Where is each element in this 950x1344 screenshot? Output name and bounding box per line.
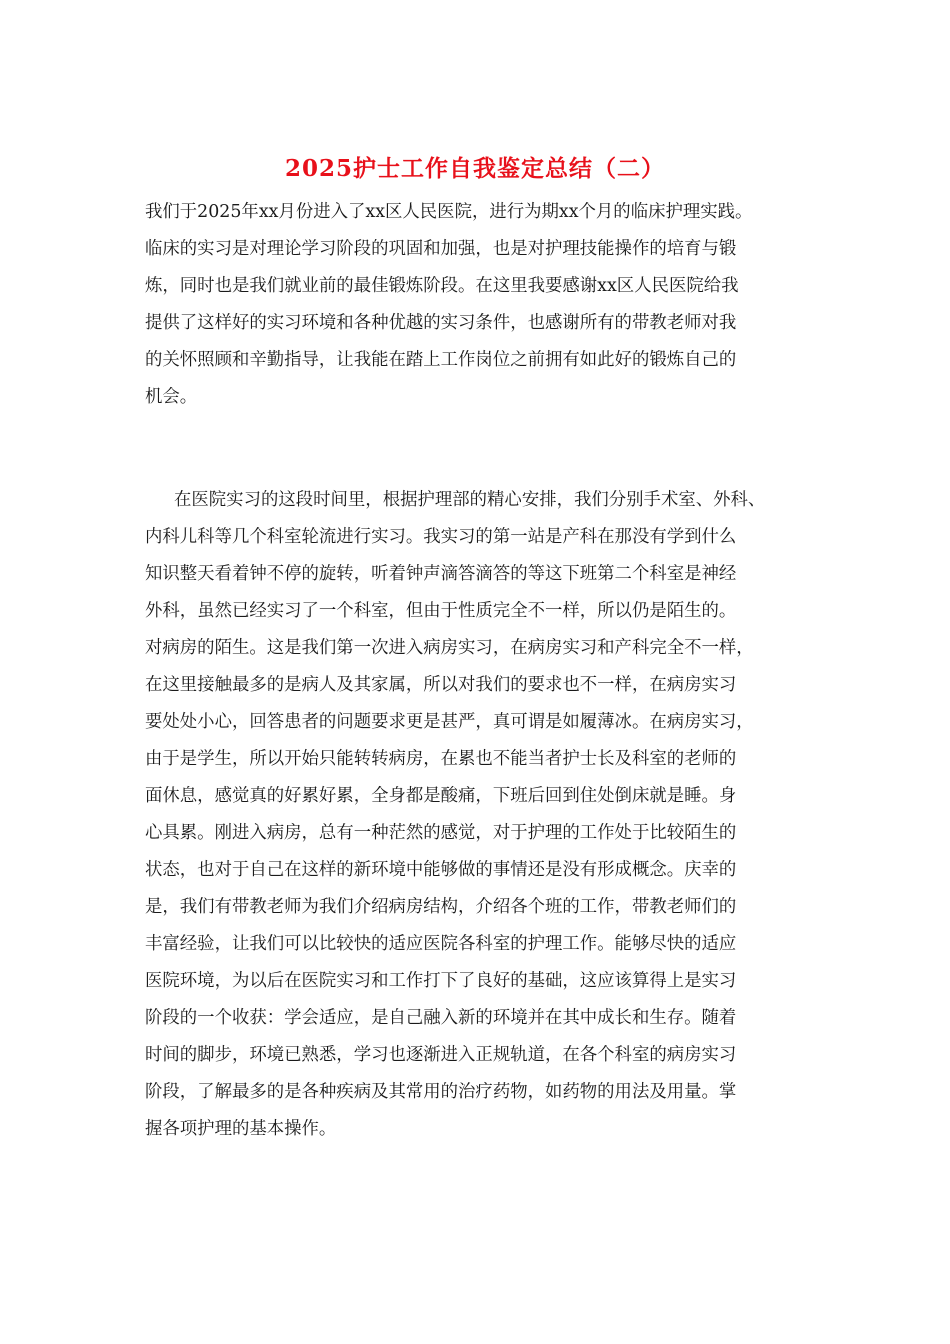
paragraph-2-line: 时间的脚步，环境已熟悉，学习也逐渐进入正规轨道，在各个科室的病房实习 [145,1045,737,1065]
paragraph-1-line: 临床的实习是对理论学习阶段的巩固和加强，也是对护理技能操作的培育与锻 [145,239,737,259]
paragraph-2 [145,482,765,1148]
paragraph-2-line: 由于是学生，所以开始只能转转病房，在累也不能当者护士长及科室的老师的 [145,749,737,769]
paragraph-2-line: 心具累。刚进入病房，总有一种茫然的感觉，对于护理的工作处于比较陌生的 [145,823,737,843]
paragraph-2-line: 阶段的一个收获：学会适应，是自己融入新的环境并在其中成长和生存。随着 [145,1008,737,1028]
document-title: 2025护士工作自我鉴定总结（二） [284,155,665,182]
paragraph-2-line: 知识整天看着钟不停的旋转，听着钟声滴答滴答的等这下班第二个科室是神经 [145,564,737,584]
paragraph-1-line: 提供了这样好的实习环境和各种优越的实习条件，也感谢所有的带教老师对我 [145,313,737,333]
paragraph-2-line: 在这里接触最多的是病人及其家属，所以对我们的要求也不一样，在病房实习 [145,675,737,695]
paragraph-2-line: 医院环境，为以后在医院实习和工作打下了良好的基础，这应该算得上是实习 [145,971,737,991]
paragraph-2-line: 外科，虽然已经实习了一个科室，但由于性质完全不一样，所以仍是陌生的。 [145,601,737,621]
paragraph-1-line: 的关怀照顾和辛勤指导，让我能在踏上工作岗位之前拥有如此好的锻炼自己的 [145,350,737,370]
paragraph-2-line: 内科儿科等几个科室轮流进行实习。我实习的第一站是产科在那没有学到什么 [145,527,737,547]
paragraph-1-line: 机会。 [145,387,198,407]
paragraph-2-line: 状态，也对于自己在这样的新环境中能够做的事情还是没有形成概念。庆幸的 [145,860,737,880]
paragraph-2-line: 是，我们有带教老师为我们介绍病房结构，介绍各个班的工作，带教老师们的 [145,897,737,917]
paragraph-1 [145,194,752,416]
paragraph-1-line: 我们于2025年xx月份进入了xx区人民医院，进行为期xx个月的临床护理实践。 [145,202,753,222]
paragraph-2-line: 面休息，感觉真的好累好累，全身都是酸痛，下班后回到住处倒床就是睡。身 [145,786,737,806]
paragraph-2-line: 握各项护理的基本操作。 [145,1119,337,1139]
paragraph-1-line: 炼，同时也是我们就业前的最佳锻炼阶段。在这里我要感谢xx区人民医院给我 [145,276,739,296]
paragraph-2-line: 丰富经验，让我们可以比较快的适应医院各科室的护理工作。能够尽快的适应 [145,934,737,954]
paragraph-2-line-indented: 在医院实习的这段时间里，根据护理部的精心安排，我们分别手术室、外科、 [174,490,766,510]
paragraph-2-line: 要处处小心，回答患者的问题要求更是甚严，真可谓是如履薄冰。在病房实习， [145,712,754,732]
paragraph-2-line: 对病房的陌生。这是我们第一次进入病房实习，在病房实习和产科完全不一样， [145,638,754,658]
paragraph-2-line: 阶段，了解最多的是各种疾病及其常用的治疗药物，如药物的用法及用量。掌 [145,1082,737,1102]
